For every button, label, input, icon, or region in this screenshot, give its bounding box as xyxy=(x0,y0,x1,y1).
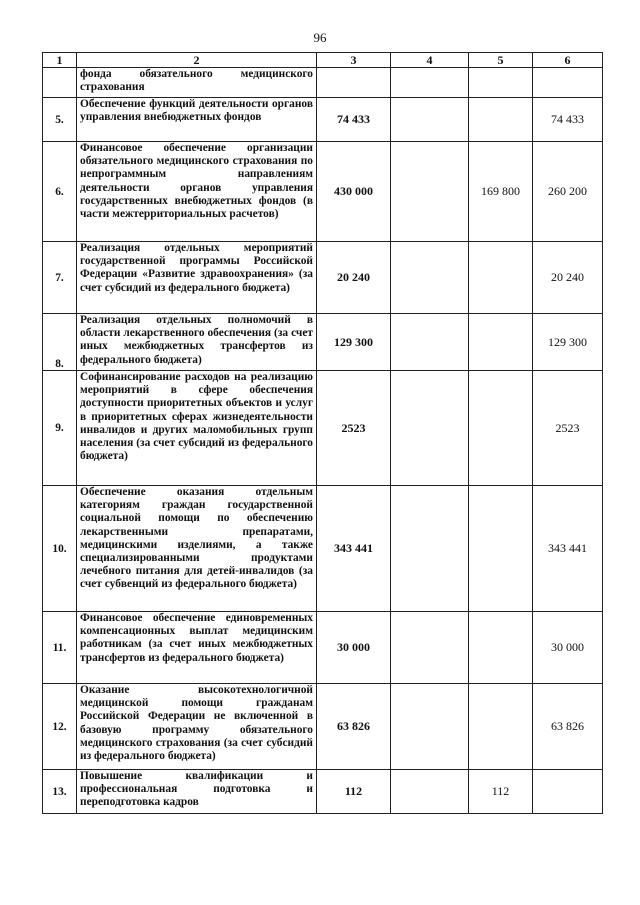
row-total: 2523 xyxy=(317,371,391,486)
row-number xyxy=(43,68,77,98)
table-row xyxy=(43,98,603,142)
page-number: 96 xyxy=(313,30,327,45)
row-col6: 129 300 xyxy=(533,314,603,371)
row-col4 xyxy=(391,142,469,242)
column-header: 3 xyxy=(317,53,391,68)
row-col4 xyxy=(391,486,469,612)
row-total: 112 xyxy=(317,770,391,814)
row-number: 12. xyxy=(43,684,77,770)
row-number: 9. xyxy=(43,371,77,486)
row-col6: 2523 xyxy=(533,371,603,486)
row-col5 xyxy=(469,371,533,486)
table-row xyxy=(43,371,603,486)
row-number: 13. xyxy=(43,770,77,814)
column-header: 5 xyxy=(469,53,533,68)
row-col4 xyxy=(391,68,469,98)
row-col5 xyxy=(469,98,533,142)
table-row xyxy=(43,612,603,684)
table-row xyxy=(43,142,603,242)
row-total: 129 300 xyxy=(317,314,391,371)
row-col5 xyxy=(469,612,533,684)
row-col6: 343 441 xyxy=(533,486,603,612)
budget-table xyxy=(42,52,603,814)
row-number: 10. xyxy=(43,486,77,612)
row-col4 xyxy=(391,314,469,371)
column-header: 4 xyxy=(391,53,469,68)
row-col4 xyxy=(391,770,469,814)
table-row xyxy=(43,68,603,98)
row-col5 xyxy=(469,242,533,314)
row-col4 xyxy=(391,684,469,770)
row-col5 xyxy=(469,684,533,770)
row-col6: 63 826 xyxy=(533,684,603,770)
row-col6: 74 433 xyxy=(533,98,603,142)
table-row xyxy=(43,486,603,612)
row-col6: 260 200 xyxy=(533,142,603,242)
table-row xyxy=(43,684,603,770)
row-col6 xyxy=(533,68,603,98)
table-row xyxy=(43,770,603,814)
row-col5 xyxy=(469,486,533,612)
column-header: 6 xyxy=(533,53,603,68)
row-description: фонда обязательного медицинского страхования xyxy=(77,68,317,98)
row-total xyxy=(317,68,391,98)
row-description: Финансовое обеспечение организации обязательного медицинского страхования по непрограммным направлениям деятельности органов управления государственных внебюджетных фондов (в части межтерриториальных расчетов) xyxy=(77,142,317,242)
row-description: Финансовое обеспечение единовременных компенсационных выплат медицинским работникам (за счет иных межбюджетных трансфертов из федерального бюджета) xyxy=(77,612,317,684)
column-header: 2 xyxy=(77,53,317,68)
row-total: 20 240 xyxy=(317,242,391,314)
row-total: 30 000 xyxy=(317,612,391,684)
row-total: 430 000 xyxy=(317,142,391,242)
row-col6 xyxy=(533,770,603,814)
row-col4 xyxy=(391,98,469,142)
row-number: 8. xyxy=(43,314,77,371)
row-col5 xyxy=(469,314,533,371)
row-description: Обеспечение функций деятельности органов управления внебюджетных фондов xyxy=(77,98,317,142)
row-number: 6. xyxy=(43,142,77,242)
row-col6: 20 240 xyxy=(533,242,603,314)
row-total: 74 433 xyxy=(317,98,391,142)
row-total: 343 441 xyxy=(317,486,391,612)
row-col6: 30 000 xyxy=(533,612,603,684)
row-number: 11. xyxy=(43,612,77,684)
table-header-row xyxy=(43,53,603,68)
row-number: 7. xyxy=(43,242,77,314)
table-row xyxy=(43,242,603,314)
row-description: Реализация отдельных полномочий в области лекарственного обеспечения (за счет иных межбюджетных трансфертов из федерального бюджета) xyxy=(77,314,317,371)
column-header: 1 xyxy=(43,53,77,68)
row-description: Реализация отдельных мероприятий государственной программы Российской Федерации «Развитие здравоохранения» (за счет субсидий из федерального бюджета) xyxy=(77,242,317,314)
row-number: 5. xyxy=(43,98,77,142)
row-col5: 169 800 xyxy=(469,142,533,242)
row-description: Оказание высокотехнологичной медицинской помощи гражданам Российской Федерации не включенной в базовую программу обязательного медицинского страхования (за счет субсидий из федерального бюджета) xyxy=(77,684,317,770)
row-col5: 112 xyxy=(469,770,533,814)
row-col4 xyxy=(391,242,469,314)
row-total: 63 826 xyxy=(317,684,391,770)
row-description: Обеспечение оказания отдельным категориям граждан государственной социальной помощи по обеспечению лекарственными препаратами, медицинскими изделиями, а также специализированными продуктами лечебного питания для детей-инвалидов (за счет субвенций из федерального бюджета) xyxy=(77,486,317,612)
row-col4 xyxy=(391,371,469,486)
table-row xyxy=(43,314,603,371)
row-col4 xyxy=(391,612,469,684)
row-description: Повышение квалификации и профессиональная подготовка и переподготовка кадров xyxy=(77,770,317,814)
row-col5 xyxy=(469,68,533,98)
row-description: Софинансирование расходов на реализацию мероприятий в сфере обеспечения доступности приоритетных объектов и услуг в приоритетных сферах жизнедеятельности инвалидов и других маломобильных групп населения (за счет субсидий из федерального бюджета) xyxy=(77,371,317,486)
